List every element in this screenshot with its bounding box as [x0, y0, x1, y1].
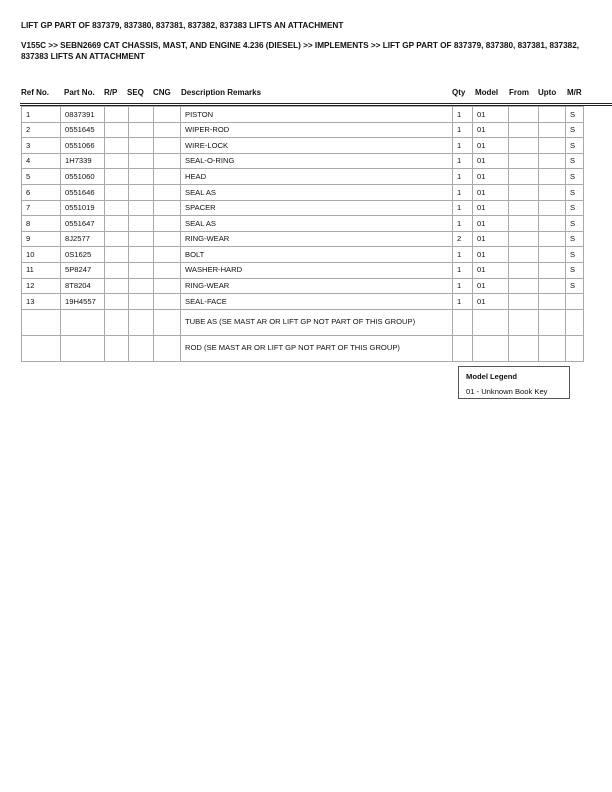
- cell-ref: 12: [22, 278, 61, 294]
- cell-model: 01: [473, 122, 509, 138]
- cell-seq: [129, 309, 154, 335]
- cell-upto: [539, 231, 566, 247]
- cell-upto: [539, 153, 566, 169]
- cell-part: 0551019: [61, 200, 105, 216]
- cell-seq: [129, 138, 154, 154]
- cell-qty: 1: [453, 138, 473, 154]
- cell-rp: [105, 169, 129, 185]
- cell-seq: [129, 169, 154, 185]
- cell-cng: [154, 107, 181, 123]
- cell-from: [509, 278, 539, 294]
- table-row: [22, 262, 584, 278]
- cell-model: 01: [473, 278, 509, 294]
- cell-qty: 1: [453, 169, 473, 185]
- cell-from: [509, 138, 539, 154]
- cell-part: 8T8204: [61, 278, 105, 294]
- cell-upto: [539, 247, 566, 263]
- col-ref: Ref No.: [21, 88, 49, 97]
- legend-item: 01 - Unknown Book Key: [466, 387, 548, 396]
- cell-model: 01: [473, 184, 509, 200]
- col-upto: Upto: [538, 88, 557, 97]
- cell-qty: 2: [453, 231, 473, 247]
- col-from: From: [509, 88, 529, 97]
- cell-upto: [539, 169, 566, 185]
- cell-part: 0551066: [61, 138, 105, 154]
- table-row: [22, 278, 584, 294]
- cell-mr: S: [566, 200, 584, 216]
- cell-upto: [539, 262, 566, 278]
- cell-mr: [566, 335, 584, 361]
- cell-upto: [539, 278, 566, 294]
- cell-model: 01: [473, 169, 509, 185]
- cell-rp: [105, 122, 129, 138]
- table-row: [22, 122, 584, 138]
- cell-ref: 6: [22, 184, 61, 200]
- cell-rp: [105, 231, 129, 247]
- cell-mr: S: [566, 216, 584, 232]
- cell-part: [61, 309, 105, 335]
- cell-part: 0551646: [61, 184, 105, 200]
- cell-cng: [154, 262, 181, 278]
- cell-ref: 10: [22, 247, 61, 263]
- col-desc: Description Remarks: [181, 88, 262, 97]
- cell-from: [509, 262, 539, 278]
- cell-upto: [539, 184, 566, 200]
- cell-model: [473, 309, 509, 335]
- cell-model: 01: [473, 138, 509, 154]
- cell-upto: [539, 294, 566, 310]
- cell-desc: WIPER-ROD: [181, 122, 453, 138]
- cell-rp: [105, 216, 129, 232]
- cell-part: 0551645: [61, 122, 105, 138]
- cell-model: 01: [473, 231, 509, 247]
- cell-model: 01: [473, 153, 509, 169]
- cell-from: [509, 216, 539, 232]
- cell-ref: 8: [22, 216, 61, 232]
- cell-from: [509, 169, 539, 185]
- cell-seq: [129, 335, 154, 361]
- cell-ref: 5: [22, 169, 61, 185]
- cell-desc: ROD (SE MAST AR OR LIFT GP NOT PART OF THIS GROUP): [181, 335, 453, 361]
- cell-upto: [539, 138, 566, 154]
- table-row: [22, 294, 584, 310]
- cell-seq: [129, 216, 154, 232]
- cell-desc: SEAL AS: [181, 216, 453, 232]
- cell-seq: [129, 247, 154, 263]
- cell-part: 5P8247: [61, 262, 105, 278]
- cell-part: 0837391: [61, 107, 105, 123]
- cell-cng: [154, 200, 181, 216]
- cell-model: 01: [473, 216, 509, 232]
- cell-cng: [154, 122, 181, 138]
- cell-mr: S: [566, 262, 584, 278]
- cell-from: [509, 200, 539, 216]
- cell-seq: [129, 184, 154, 200]
- cell-rp: [105, 184, 129, 200]
- cell-cng: [154, 335, 181, 361]
- col-rp: R/P: [104, 88, 118, 97]
- model-legend: [458, 366, 570, 399]
- breadcrumb: V155C >> SEBN2669 CAT CHASSIS, MAST, AND ENGINE 4.236 (DIESEL) >> IMPLEMENTS >> LIFT GP PART OF 837379, 837380, 837381, 837382, 837383 LIFTS AN ATTACHMENT: [21, 41, 580, 61]
- cell-qty: 1: [453, 184, 473, 200]
- col-qty: Qty: [452, 88, 466, 97]
- cell-mr: S: [566, 153, 584, 169]
- col-model: Model: [475, 88, 499, 97]
- col-seq: SEQ: [127, 88, 144, 97]
- cell-ref: 9: [22, 231, 61, 247]
- cell-ref: 1: [22, 107, 61, 123]
- cell-mr: S: [566, 138, 584, 154]
- cell-ref: 11: [22, 262, 61, 278]
- cell-seq: [129, 107, 154, 123]
- cell-model: 01: [473, 262, 509, 278]
- cell-seq: [129, 278, 154, 294]
- cell-model: 01: [473, 200, 509, 216]
- cell-qty: [453, 309, 473, 335]
- cell-ref: 4: [22, 153, 61, 169]
- cell-cng: [154, 278, 181, 294]
- cell-rp: [105, 247, 129, 263]
- cell-rp: [105, 153, 129, 169]
- cell-upto: [539, 335, 566, 361]
- table-row: [22, 216, 584, 232]
- cell-qty: 1: [453, 247, 473, 263]
- cell-qty: 1: [453, 153, 473, 169]
- cell-model: [473, 335, 509, 361]
- cell-desc: HEAD: [181, 169, 453, 185]
- cell-mr: S: [566, 231, 584, 247]
- cell-rp: [105, 107, 129, 123]
- cell-part: 19H4557: [61, 294, 105, 310]
- legend-title: Model Legend: [466, 372, 518, 381]
- cell-qty: 1: [453, 107, 473, 123]
- cell-upto: [539, 216, 566, 232]
- cell-mr: S: [566, 184, 584, 200]
- cell-rp: [105, 262, 129, 278]
- cell-from: [509, 153, 539, 169]
- cell-from: [509, 122, 539, 138]
- cell-rp: [105, 335, 129, 361]
- table-row: [22, 335, 584, 361]
- cell-desc: SEAL-FACE: [181, 294, 453, 310]
- cell-qty: 1: [453, 216, 473, 232]
- cell-ref: [22, 309, 61, 335]
- cell-cng: [154, 247, 181, 263]
- cell-ref: [22, 335, 61, 361]
- table-row: [22, 309, 584, 335]
- cell-model: 01: [473, 247, 509, 263]
- table-row: [22, 107, 584, 123]
- cell-part: 0S1625: [61, 247, 105, 263]
- cell-qty: 1: [453, 262, 473, 278]
- cell-rp: [105, 278, 129, 294]
- cell-mr: [566, 294, 584, 310]
- cell-seq: [129, 294, 154, 310]
- cell-cng: [154, 153, 181, 169]
- cell-rp: [105, 309, 129, 335]
- cell-cng: [154, 294, 181, 310]
- table-row: [22, 184, 584, 200]
- cell-cng: [154, 309, 181, 335]
- cell-qty: 1: [453, 200, 473, 216]
- cell-model: 01: [473, 107, 509, 123]
- cell-upto: [539, 309, 566, 335]
- cell-upto: [539, 107, 566, 123]
- table-row: [22, 169, 584, 185]
- cell-cng: [154, 231, 181, 247]
- col-cng: CNG: [153, 88, 171, 97]
- table-row: [22, 138, 584, 154]
- cell-from: [509, 247, 539, 263]
- cell-desc: RING-WEAR: [181, 278, 453, 294]
- cell-mr: S: [566, 278, 584, 294]
- cell-qty: 1: [453, 278, 473, 294]
- cell-from: [509, 294, 539, 310]
- cell-from: [509, 184, 539, 200]
- cell-part: 0551060: [61, 169, 105, 185]
- cell-mr: [566, 309, 584, 335]
- cell-desc: SEAL AS: [181, 184, 453, 200]
- cell-part: [61, 335, 105, 361]
- cell-desc: SPACER: [181, 200, 453, 216]
- table-row: [22, 231, 584, 247]
- cell-desc: WIRE-LOCK: [181, 138, 453, 154]
- cell-seq: [129, 231, 154, 247]
- cell-mr: S: [566, 247, 584, 263]
- cell-cng: [154, 169, 181, 185]
- cell-upto: [539, 200, 566, 216]
- cell-ref: 3: [22, 138, 61, 154]
- page-title: LIFT GP PART OF 837379, 837380, 837381, 837382, 837383 LIFTS AN ATTACHMENT: [21, 21, 344, 30]
- col-part: Part No.: [64, 88, 95, 97]
- cell-part: 1H7339: [61, 153, 105, 169]
- cell-rp: [105, 200, 129, 216]
- cell-mr: S: [566, 122, 584, 138]
- cell-from: [509, 335, 539, 361]
- parts-table: [21, 106, 584, 362]
- cell-qty: [453, 335, 473, 361]
- cell-seq: [129, 262, 154, 278]
- col-mr: M/R: [567, 88, 582, 97]
- cell-qty: 1: [453, 294, 473, 310]
- cell-mr: S: [566, 169, 584, 185]
- cell-rp: [105, 138, 129, 154]
- cell-cng: [154, 184, 181, 200]
- cell-upto: [539, 122, 566, 138]
- cell-part: 8J2577: [61, 231, 105, 247]
- cell-desc: TUBE AS (SE MAST AR OR LIFT GP NOT PART OF THIS GROUP): [181, 309, 453, 335]
- cell-rp: [105, 294, 129, 310]
- cell-ref: 2: [22, 122, 61, 138]
- cell-mr: S: [566, 107, 584, 123]
- cell-desc: BOLT: [181, 247, 453, 263]
- cell-ref: 13: [22, 294, 61, 310]
- cell-desc: SEAL-O-RING: [181, 153, 453, 169]
- cell-model: 01: [473, 294, 509, 310]
- cell-desc: RING-WEAR: [181, 231, 453, 247]
- table-row: [22, 247, 584, 263]
- cell-from: [509, 231, 539, 247]
- cell-desc: WASHER-HARD: [181, 262, 453, 278]
- cell-qty: 1: [453, 122, 473, 138]
- cell-ref: 7: [22, 200, 61, 216]
- cell-seq: [129, 200, 154, 216]
- cell-desc: PISTON: [181, 107, 453, 123]
- cell-seq: [129, 122, 154, 138]
- cell-cng: [154, 216, 181, 232]
- cell-from: [509, 309, 539, 335]
- cell-part: 0551647: [61, 216, 105, 232]
- table-row: [22, 200, 584, 216]
- cell-from: [509, 107, 539, 123]
- cell-cng: [154, 138, 181, 154]
- cell-seq: [129, 153, 154, 169]
- table-row: [22, 153, 584, 169]
